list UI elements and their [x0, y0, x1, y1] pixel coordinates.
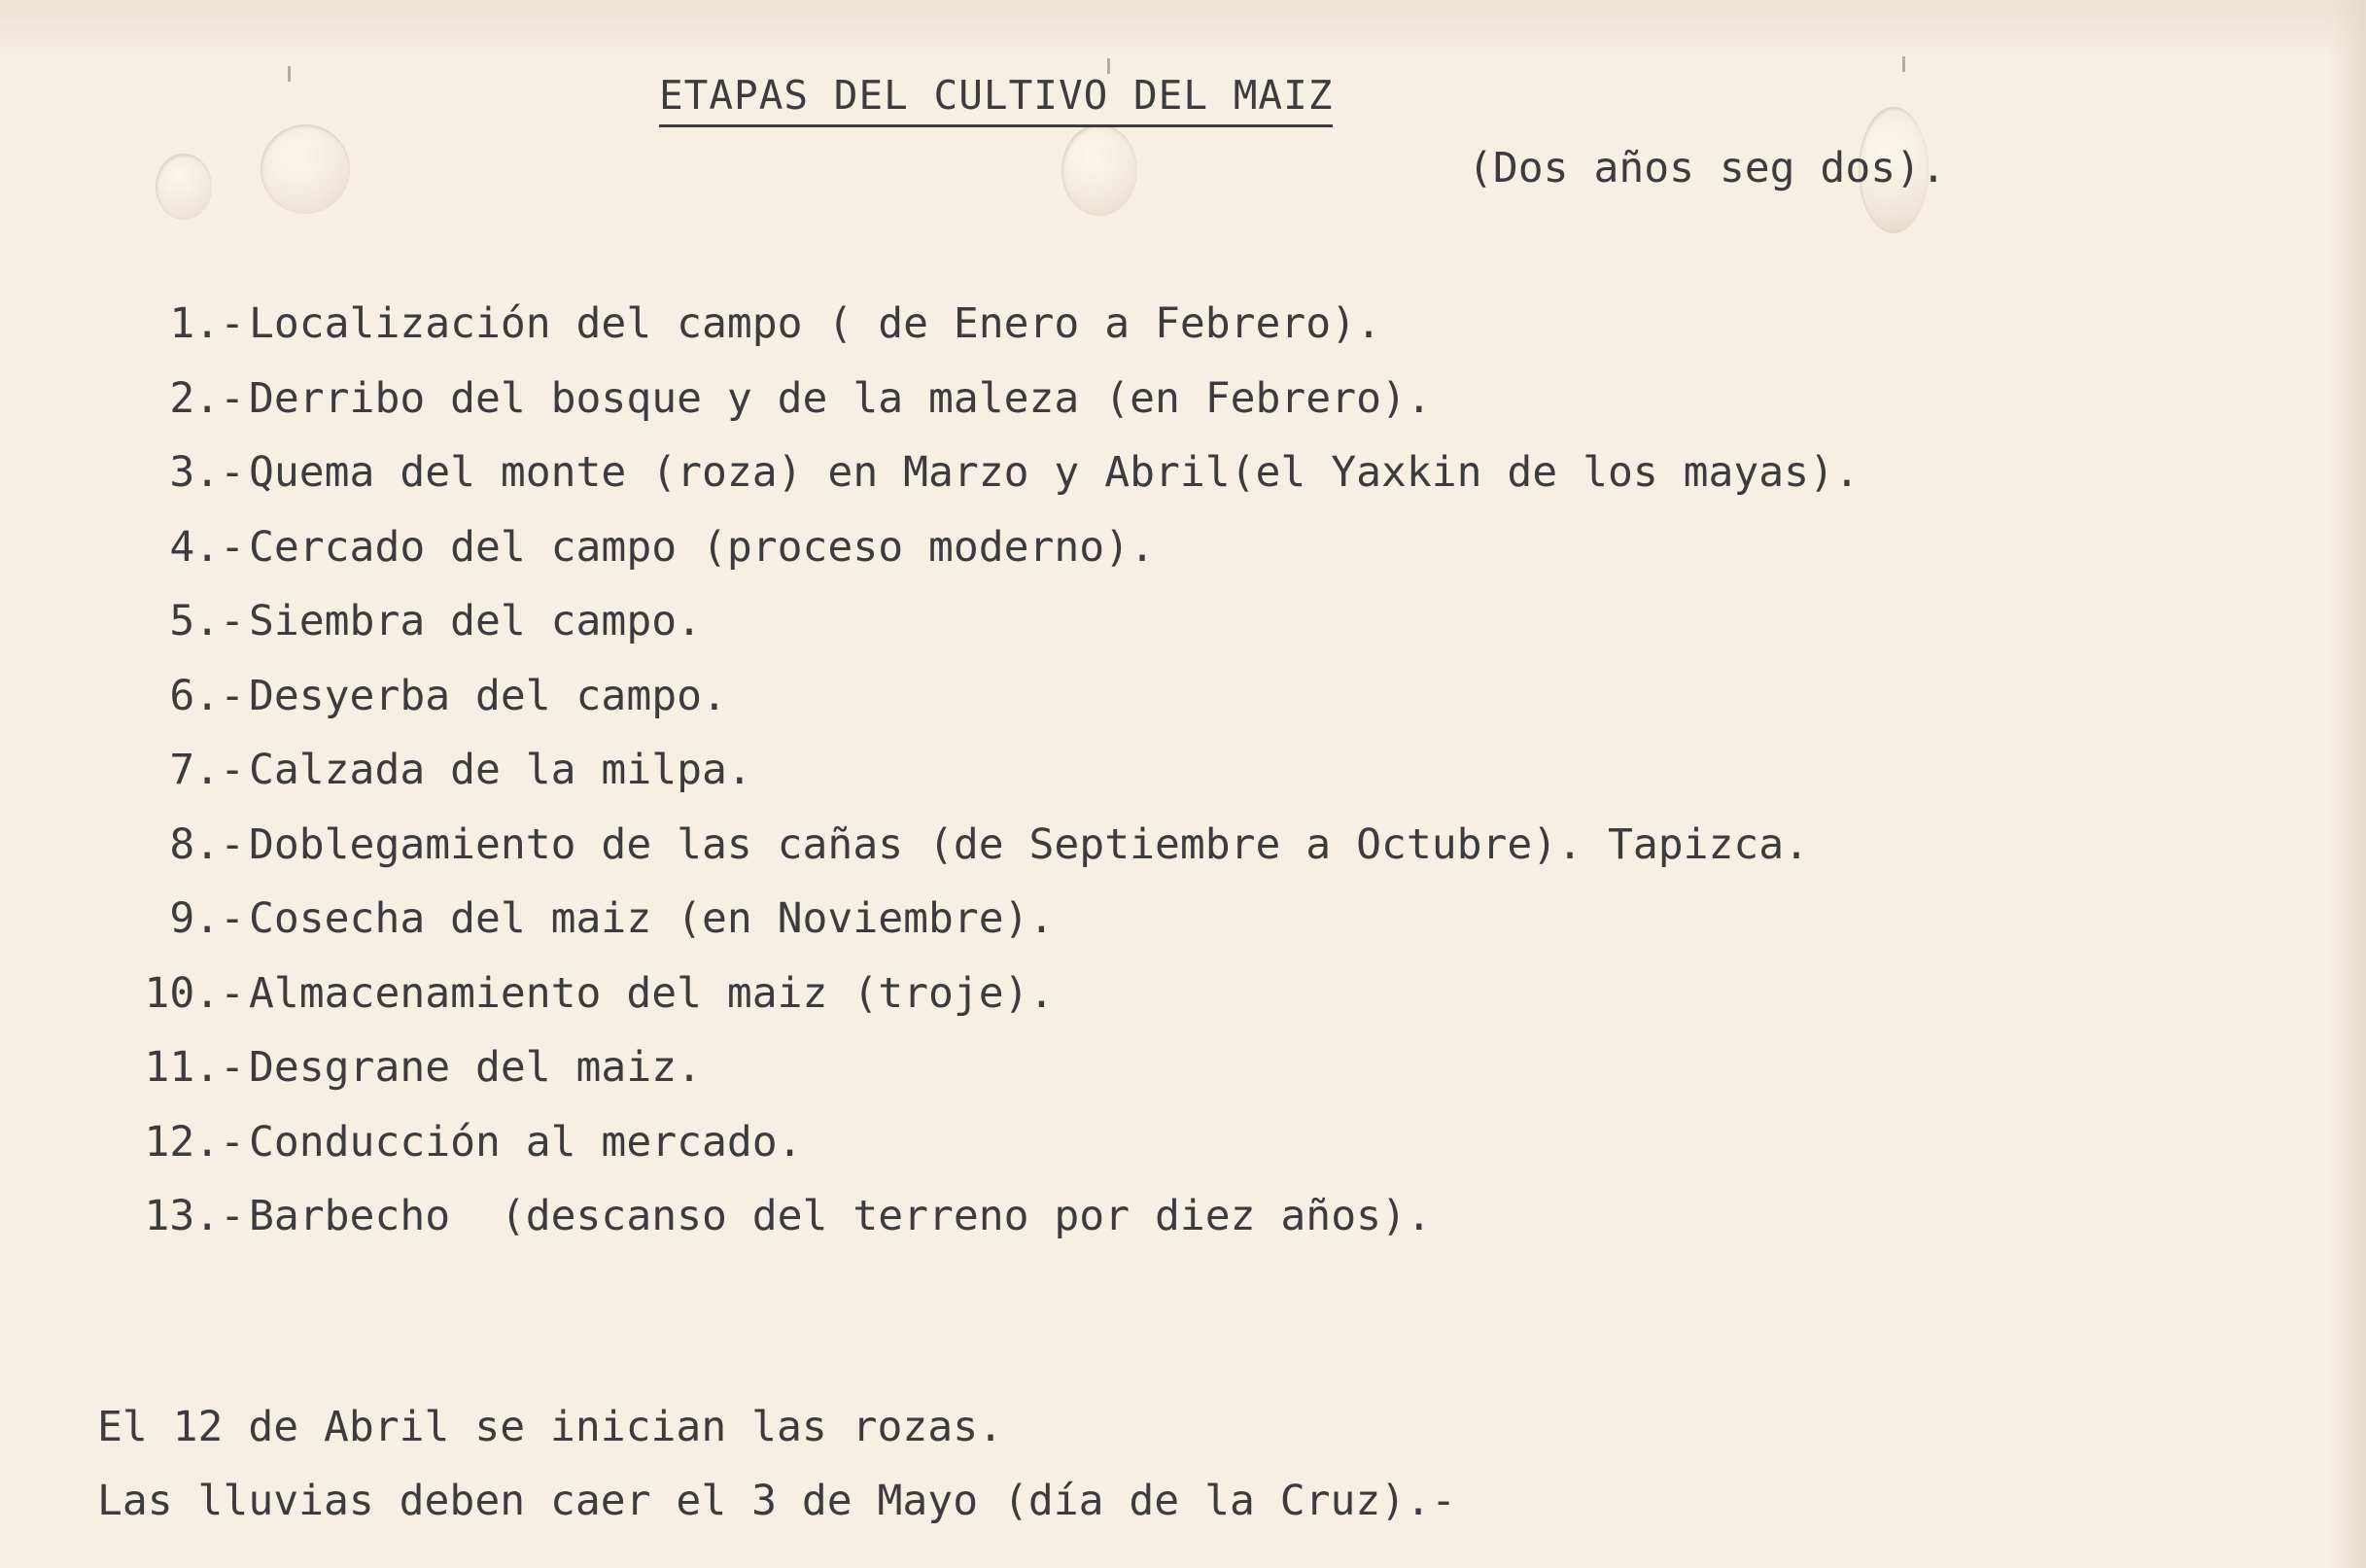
punch-hole-mark — [156, 154, 212, 220]
stage-number: 9.- — [169, 894, 245, 944]
stage-number: 4.- — [169, 522, 245, 572]
stage-text: Cosecha del maiz (en Noviembre). — [249, 894, 1055, 944]
paper-mark — [1902, 56, 1905, 72]
stage-number: 12.- — [144, 1117, 245, 1167]
stage-text: Desyerba del campo. — [249, 671, 727, 720]
list-item — [89, 584, 1860, 659]
stage-text: Cercado del campo (proceso moderno). — [249, 522, 1155, 572]
list-item — [89, 957, 1860, 1031]
list-item — [89, 882, 1860, 957]
document-title: ETAPAS DEL CULTIVO DEL MAIZ — [659, 72, 1333, 127]
paper-mark — [288, 66, 291, 82]
stage-number: 10.- — [144, 968, 245, 1018]
list-item — [89, 1179, 1860, 1254]
stage-text: Desgrane del maiz. — [249, 1043, 702, 1093]
punch-hole-mark — [261, 124, 350, 214]
list-item — [89, 1105, 1860, 1180]
stage-number: 11.- — [144, 1043, 245, 1093]
stages-list — [89, 287, 1860, 1254]
list-item — [89, 733, 1860, 808]
notes-block — [97, 1390, 1456, 1538]
right-edge-shadow — [2329, 0, 2366, 1568]
stage-text: Barbecho (descanso del terreno por diez años). — [249, 1192, 1432, 1241]
top-shadow — [0, 0, 2366, 58]
stage-number: 2.- — [169, 373, 245, 423]
stage-number: 7.- — [169, 746, 245, 795]
stage-text: Almacenamiento del maiz (troje). — [249, 968, 1055, 1018]
list-item — [89, 510, 1860, 585]
list-item — [89, 1030, 1860, 1105]
stage-text: Calzada de la milpa. — [249, 746, 752, 795]
stage-text: Doblegamiento de las cañas (de Septiembre a Octubre). Tapizca. — [249, 819, 1810, 869]
note-line: El 12 de Abril se inician las rozas. — [97, 1403, 1003, 1451]
stage-text: Derribo del bosque y de la maleza (en Febrero). — [249, 373, 1432, 423]
stage-number: 1.- — [169, 299, 245, 349]
stage-number: 5.- — [169, 597, 245, 646]
list-item — [89, 287, 1860, 362]
stage-number: 13.- — [144, 1192, 245, 1241]
punch-hole-mark — [1061, 124, 1137, 216]
stage-text: Quema del monte (roza) en Marzo y Abril(el Yaxkin de los mayas). — [249, 448, 1860, 498]
list-item — [89, 362, 1860, 436]
stage-number: 3.- — [169, 448, 245, 498]
stage-text: Conducción al mercado. — [249, 1117, 803, 1167]
list-item — [89, 659, 1860, 734]
stage-text: Localización del campo ( de Enero a Febrero). — [249, 299, 1381, 349]
stage-text: Siembra del campo. — [249, 597, 702, 646]
stage-number: 8.- — [169, 819, 245, 869]
document-subtitle: (Dos años seg dos). — [1468, 144, 1946, 192]
note-line: Las lluvias deben caer el 3 de Mayo (día de la Cruz).- — [97, 1477, 1456, 1525]
list-item — [89, 808, 1860, 883]
list-item — [89, 436, 1860, 510]
stage-number: 6.- — [169, 671, 245, 720]
